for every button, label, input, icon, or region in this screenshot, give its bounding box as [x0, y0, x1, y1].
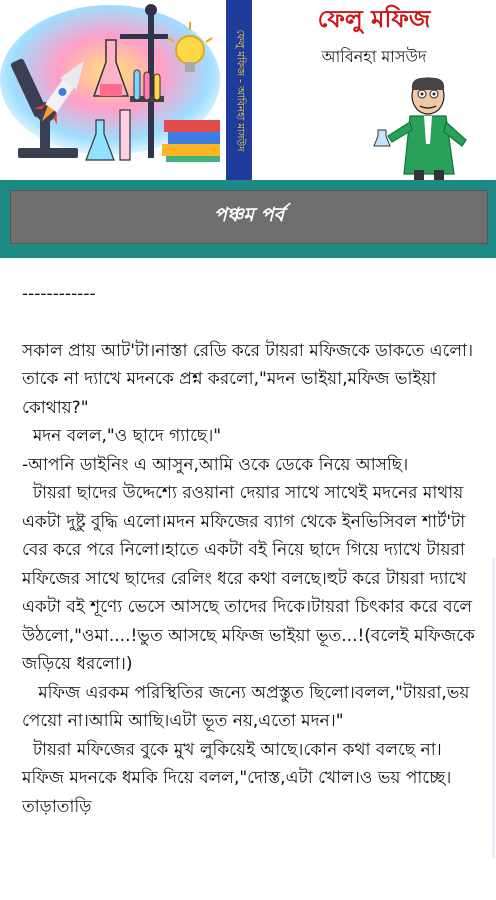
story-paragraph: মফিজ এরকম পরিস্থিতির জন্যে অপ্রস্তুত ছিলো।বলল,"টায়রা,ভয় পেয়ো না।আমি আছি।এটা ভূত নয়,এতো মদন।"	[22, 682, 475, 731]
text-divider: ------------	[22, 284, 96, 304]
science-illustration-image	[0, 0, 226, 180]
scrollbar-thumb[interactable]	[492, 558, 495, 858]
book-cover-banner	[0, 0, 496, 180]
story-paragraph: টায়রা মফিজের বুকে মুখ লুকিয়েই আছে।কোন কথা বলছে না।মফিজ মদনকে ধমকি দিয়ে বলল,"দোস্ত,এটা খোল।ও ভয় পাচ্ছে।তাড়াতাড়ি	[22, 739, 452, 817]
book-author: আবিনহা মাসউদ	[321, 46, 427, 66]
book-title: ফেলু মফিজ	[317, 5, 431, 33]
story-paragraph: মদন বলল,"ও ছাদে গ্যাছে।"	[22, 426, 222, 446]
episode-heading-box	[10, 190, 488, 244]
bottom-fade	[0, 890, 496, 900]
book-spine	[226, 0, 252, 180]
story-content	[22, 280, 481, 821]
book-cover	[252, 0, 496, 180]
story-paragraph: টায়রা ছাদের উদ্দেশ্যে রওয়ানা দেয়ার সাথে সাথেই মদনের মাথায় একটা দুষ্টু বুদ্ধি এলো।মদন মফিজের ব্যাগ থেকে ইনভিসিবল শার্ট'টা বের করে পরে নিলো।হাতে একটা বই নিয়ে ছাদে গিয়ে দ্যাখে টায়রা মফিজের সাথে ছাদের রেলিং ধরে কথা বলছে।হুট করে টায়রা দ্যাখে একটা বই শূণ্যে ভেসে আসছে তাদের দিকে।টায়রা চিৎকার করে বলে উঠলো,"ওমা....!ভুত আসছে মফিজ ভাইয়া ভূত...!(বলেই মফিজকে জড়িয়ে ধরলো।)	[22, 483, 481, 674]
episode-title: পঞ্চম পর্ব	[213, 204, 285, 226]
scrollbar[interactable]	[490, 258, 496, 900]
spine-text: ফেলু মফিজ - আবিনহা মাসউদ	[234, 28, 246, 152]
scientist-character-image	[370, 74, 490, 180]
story-paragraph: -আপনি ডাইনিং এ আসুন,আমি ওকে ডেকে নিয়ে আসছি।	[22, 454, 409, 475]
story-paragraph: সকাল প্রায় আট'টা।নাস্তা রেডি করে টায়রা মফিজকে ডাকতে এলো।তাকে না দ্যাখে মদনকে প্রশ্ন করলো,"মদন ভাইয়া,মফিজ ভাইয়া কোথায়?"	[22, 340, 474, 418]
